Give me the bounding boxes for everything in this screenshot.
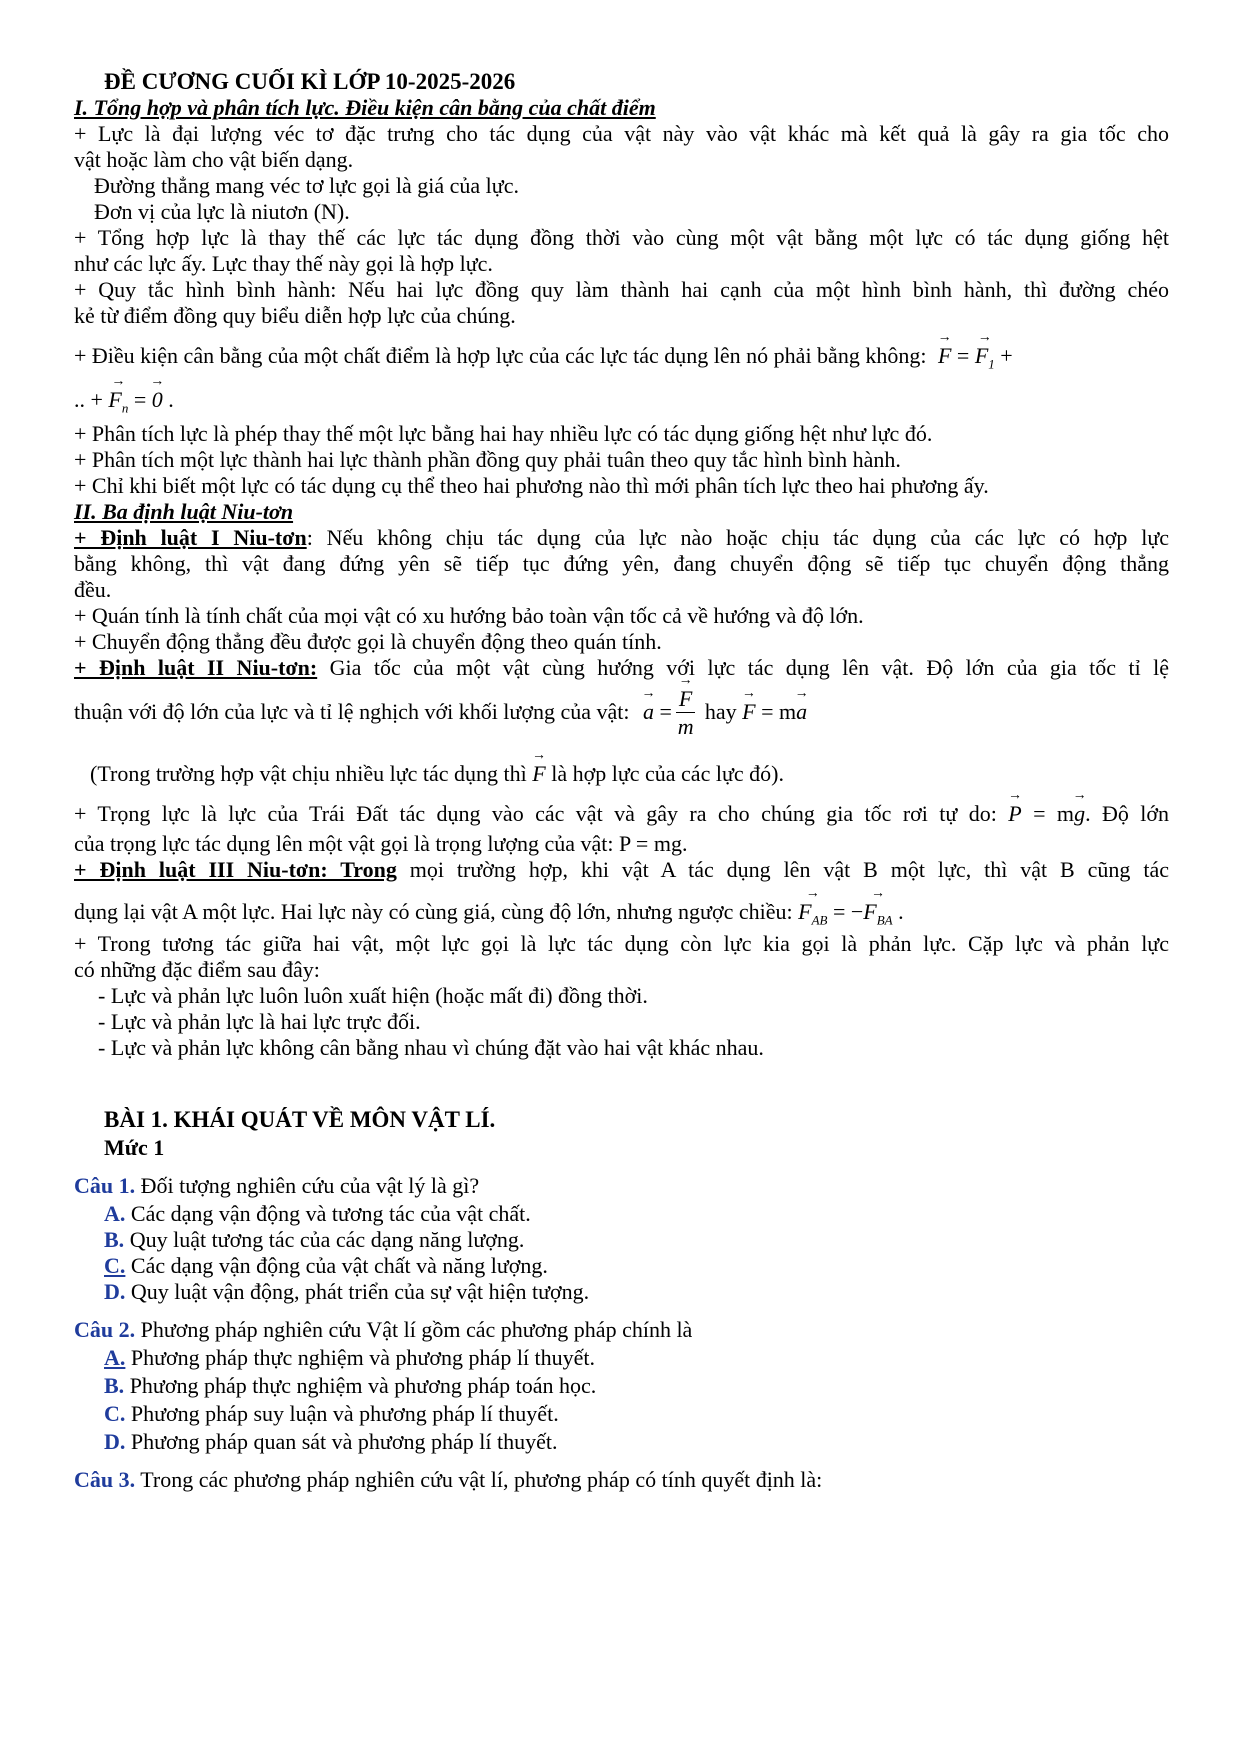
option-letter: B.: [104, 1227, 125, 1252]
option-letter: D.: [104, 1279, 126, 1304]
bullet-item: - Lực và phản lực luôn luôn xuất hiện (hoặc mất đi) đồng thời.: [98, 983, 648, 1008]
question-1: [74, 1172, 1169, 1201]
law2-label: + Định luật II Niu-tơn:: [74, 655, 318, 680]
option-b: [104, 1226, 1199, 1255]
paragraph-line: + Trong tương tác giữa hai vật, một lực gọi là lực tác dụng còn lực kia gọi là phản lực. Cặp lực và phản lực: [74, 931, 1169, 956]
paragraph-line: có những đặc điểm sau đây:: [74, 957, 320, 982]
law1-line: [74, 524, 1169, 553]
question-label: Câu 2.: [74, 1317, 136, 1342]
option-text: Quy luật tương tác của các dạng năng lượng.: [124, 1227, 525, 1252]
law1-text: : Nếu không chịu tác dụng của lực nào hoặc chịu tác dụng của các lực có hợp lực: [306, 525, 1170, 550]
option-text: Phương pháp suy luận và phương pháp lí thuyết.: [125, 1401, 559, 1426]
note-text-a: (Trong trường hợp vật chịu nhiều lực tác dụng thì: [90, 761, 533, 786]
option-a: [104, 1200, 1199, 1229]
option-text: Phương pháp thực nghiệm và phương pháp toán học.: [124, 1373, 597, 1398]
option-text: Các dạng vận động của vật chất và năng lượng.: [125, 1253, 548, 1278]
law2-text2: thuận với độ lớn của lực và tỉ lệ nghịch với khối lượng của vật:: [74, 699, 630, 724]
equilibrium-line: [74, 342, 1169, 379]
question-text: Đối tượng nghiên cứu của vật lý là gì?: [135, 1173, 480, 1198]
question-3: [74, 1466, 1169, 1495]
option-letter: B.: [104, 1373, 125, 1398]
level-label: Mức 1: [104, 1135, 165, 1160]
option-c: [104, 1252, 1199, 1281]
option-text: Phương pháp thực nghiệm và phương pháp lí thuyết.: [125, 1345, 596, 1370]
lesson-title: BÀI 1. KHÁI QUÁT VỀ MÔN VẬT LÍ.: [104, 1107, 496, 1132]
law2-formula-line: [74, 682, 1169, 742]
question-label: Câu 1.: [74, 1173, 136, 1198]
page-title: ĐỀ CƯƠNG CUỐI KÌ LỚP 10-2025-2026: [104, 69, 516, 94]
paragraph-line: của trọng lực tác dụng lên một vật gọi là trọng lượng của vật: P = mg.: [74, 831, 688, 856]
paragraph-line: Đơn vị của lực là niutơn (N).: [94, 199, 350, 224]
gravity-text-end: . Độ lớn: [1085, 801, 1170, 826]
option-letter: C.: [104, 1253, 126, 1278]
law1-label: + Định luật I Niu-tơn: [74, 525, 307, 550]
option-d: [104, 1278, 1199, 1307]
law3-text2: dụng lại vật A một lực. Hai lực này có cùng giá, cùng độ lớn, nhưng ngược chiều:: [74, 899, 793, 924]
option-letter: C.: [104, 1401, 126, 1426]
formula-newton2: → a = → $\frac{F}{m}$: [643, 699, 705, 724]
option-letter: A.: [104, 1345, 126, 1370]
option-a: [104, 1344, 1199, 1373]
option-text: Quy luật vận động, phát triển của sự vật hiện tượng.: [125, 1279, 590, 1304]
option-d: [104, 1428, 1199, 1457]
paragraph-line: + Chỉ khi biết một lực có tác dụng cụ thể theo hai phương nào thì mới phân tích lực theo hai phương ấy.: [74, 473, 989, 498]
bullet-item: - Lực và phản lực không cân bằng nhau vì chúng đặt vào hai vật khác nhau.: [98, 1035, 764, 1060]
question-text: Phương pháp nghiên cứu Vật lí gồm các phương pháp chính là: [135, 1317, 693, 1342]
equilibrium-text: + Điều kiện cân bằng của một chất điểm là hợp lực của các lực tác dụng lên nó phải bằng không:: [74, 343, 927, 368]
question-label: Câu 3.: [74, 1467, 136, 1492]
formula-f: → F: [532, 760, 545, 789]
paragraph-line: + Chuyển động thẳng đều được gọi là chuyển động theo quán tính.: [74, 629, 662, 654]
gravity-text: + Trọng lực là lực của Trái Đất tác dụng vào các vật và gây ra cho chúng gia tốc rơi tự do:: [74, 801, 997, 826]
hay-word: hay: [704, 699, 743, 724]
law3-line: [74, 856, 1169, 885]
option-c: [104, 1400, 1199, 1429]
paragraph-line: vật hoặc làm cho vật biến dạng.: [74, 147, 354, 172]
formula-fab: → $F_{AB}$ = −→ $F_{BA}$ .: [798, 899, 904, 924]
option-b: [104, 1372, 1199, 1401]
formula-f-ma: → F = m→ a: [742, 699, 807, 724]
question-2: [74, 1316, 1169, 1345]
paragraph-line: + Lực là đại lượng véc tơ đặc trưng cho tác dụng của vật này vào vật khác mà kết quả là gây ra gia tốc cho: [74, 121, 1169, 146]
section1-heading: I. Tổng hợp và phân tích lực. Điều kiện cân bằng của chất điểm: [74, 95, 656, 120]
option-letter: A.: [104, 1201, 126, 1226]
paragraph-line: đều.: [74, 577, 112, 602]
paragraph-line: + Quán tính là tính chất của mọi vật có xu hướng bảo toàn vận tốc cả về hướng và độ lớn.: [74, 603, 864, 628]
option-text: Phương pháp quan sát và phương pháp lí thuyết.: [125, 1429, 558, 1454]
paragraph-line: như các lực ấy. Lực thay thế này gọi là hợp lực.: [74, 251, 493, 276]
paragraph-line: + Quy tắc hình bình hành: Nếu hai lực đồng quy làm thành hai cạnh của một hình bình hành, thì đường chéo: [74, 277, 1169, 302]
law2-line: [74, 654, 1169, 683]
law2-text: Gia tốc của một vật cùng hướng với lực tác dụng lên vật. Độ lớn của gia tốc tỉ lệ: [317, 655, 1169, 680]
paragraph-line: bằng không, thì vật đang đứng yên sẽ tiếp tục đứng yên, đang chuyển động sẽ tiếp tục chuyển động thẳng: [74, 551, 1169, 576]
paragraph-line: kẻ từ điểm đồng quy biểu diễn hợp lực của chúng.: [74, 303, 516, 328]
paragraph-line: + Phân tích lực là phép thay thế một lực bằng hai hay nhiều lực có tác dụng giống hệt như lực đó.: [74, 421, 933, 446]
gravity-line: [74, 800, 1169, 829]
paragraph-line: + Tổng hợp lực là thay thế các lực tác dụng đồng thời vào cùng một vật bằng một lực có tác dụng giống hệt: [74, 225, 1169, 250]
law3-text: mọi trường hợp, khi vật A tác dụng lên vật B một lực, thì vật B cũng tác: [396, 857, 1169, 882]
section2-heading: II. Ba định luật Niu-tơn: [74, 499, 294, 524]
paragraph-line: + Phân tích một lực thành hai lực thành phần đồng quy phải tuân theo quy tắc hình bình hành.: [74, 447, 901, 472]
formula-equilibrium-part1: → F = → $F_1$ +: [938, 343, 1013, 368]
option-letter: D.: [104, 1429, 126, 1454]
option-text: Các dạng vận động và tương tác của vật chất.: [125, 1201, 531, 1226]
question-text: Trong các phương pháp nghiên cứu vật lí, phương pháp có tính quyết định là:: [135, 1467, 823, 1492]
law3-label: + Định luật III Niu-tơn: Trong: [74, 857, 397, 882]
paragraph-line: Đường thẳng mang véc tơ lực gọi là giá của lực.: [94, 173, 519, 198]
formula-p-mg: → P = m→ g: [1008, 801, 1085, 826]
formula-equilibrium-part2: .. + → $F_n$ = → 0 .: [74, 386, 1169, 423]
note-text-b: là hợp lực của các lực đó).: [545, 761, 784, 786]
bullet-item: - Lực và phản lực là hai lực trực đối.: [98, 1009, 421, 1034]
